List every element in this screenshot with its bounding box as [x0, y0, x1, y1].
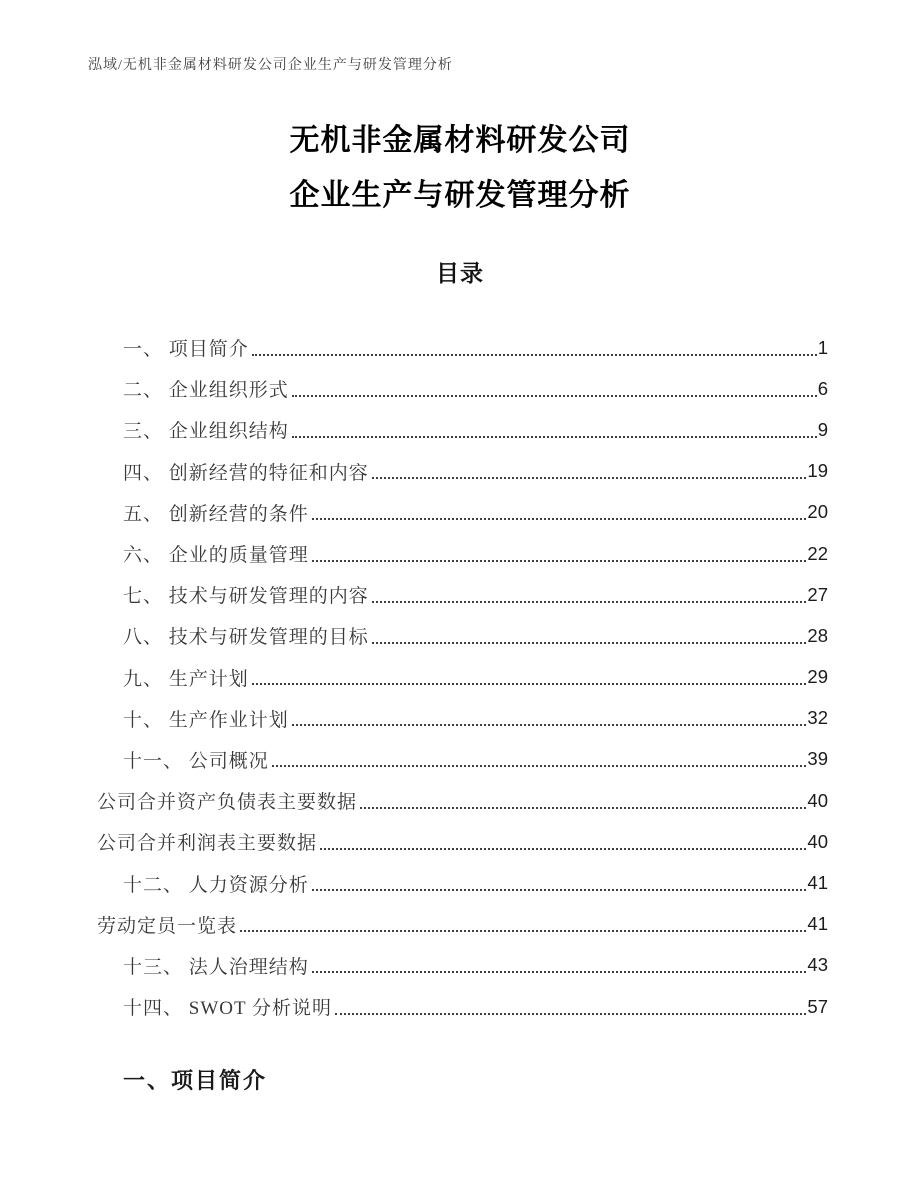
toc-entry[interactable]: [88, 327, 828, 368]
toc-leader-dots: [335, 999, 806, 1015]
table-of-contents: [88, 327, 828, 1027]
toc-entry[interactable]: [88, 451, 828, 492]
toc-entry-label: 七、 技术与研发管理的内容: [123, 586, 369, 608]
toc-entry[interactable]: [88, 739, 828, 780]
toc-entry-label: 十三、 法人治理结构: [123, 956, 309, 978]
toc-entry-label: 八、 技术与研发管理的目标: [123, 627, 369, 649]
toc-entry[interactable]: [88, 780, 828, 821]
toc-entry-page: 9: [817, 418, 828, 440]
toc-entry[interactable]: [88, 409, 828, 450]
toc-leader-dots: [360, 793, 806, 809]
toc-entry-label: 公司合并资产负债表主要数据: [97, 792, 358, 814]
toc-entry-page: 19: [807, 460, 828, 482]
toc-entry-page: 43: [807, 954, 828, 976]
toc-entry[interactable]: [88, 821, 828, 862]
toc-entry-label: 六、 企业的质量管理: [123, 545, 309, 567]
toc-entry-label: 十四、 SWOT 分析说明: [123, 998, 332, 1020]
toc-leader-dots: [312, 546, 807, 562]
toc-leader-dots: [312, 504, 807, 520]
toc-entry-page: 41: [807, 872, 828, 894]
toc-entry-page: 28: [807, 624, 828, 646]
toc-entry[interactable]: [88, 904, 828, 945]
toc-entry-label: 十一、 公司概况: [123, 750, 269, 772]
toc-entry-label: 二、 企业组织形式: [123, 380, 289, 402]
document-title-line1: 无机非金属材料研发公司: [289, 124, 631, 157]
toc-entry-label: 四、 创新经营的特征和内容: [123, 462, 369, 484]
document-title-line2: 企业生产与研发管理分析: [289, 179, 631, 212]
toc-leader-dots: [292, 710, 807, 726]
toc-entry[interactable]: [88, 574, 828, 615]
toc-leader-dots: [312, 875, 807, 891]
toc-entry-page: 40: [807, 789, 828, 811]
toc-entry-page: 57: [807, 995, 828, 1017]
toc-entry-label: 十、 生产作业计划: [123, 709, 289, 731]
toc-entry[interactable]: [88, 368, 828, 409]
toc-entry-page: 6: [817, 377, 828, 399]
toc-entry-page: 1: [817, 336, 828, 358]
toc-entry-label: 公司合并利润表主要数据: [97, 833, 318, 855]
toc-entry-page: 40: [807, 830, 828, 852]
toc-leader-dots: [292, 381, 817, 397]
toc-entry[interactable]: [88, 986, 828, 1027]
toc-heading: 目录: [436, 260, 484, 286]
toc-leader-dots: [372, 463, 807, 479]
toc-entry-page: 32: [807, 707, 828, 729]
toc-entry[interactable]: [88, 492, 828, 533]
toc-entry-page: 29: [807, 666, 828, 688]
toc-entry[interactable]: [88, 533, 828, 574]
toc-entry-page: 41: [807, 913, 828, 935]
toc-entry-label: 九、 生产计划: [123, 668, 249, 690]
toc-leader-dots: [272, 751, 807, 767]
section-heading: 一、项目简介: [123, 1068, 268, 1093]
toc-leader-dots: [240, 916, 806, 932]
document-header: 泓域/无机非金属材料研发公司企业生产与研发管理分析: [88, 58, 453, 73]
toc-leader-dots: [372, 628, 807, 644]
toc-entry-page: 20: [807, 501, 828, 523]
toc-entry-label: 三、 企业组织结构: [123, 421, 289, 443]
toc-entry-page: 22: [807, 542, 828, 564]
toc-entry[interactable]: [88, 945, 828, 986]
toc-entry[interactable]: [88, 698, 828, 739]
toc-entry-label: 一、 项目简介: [123, 339, 249, 361]
toc-leader-dots: [320, 834, 806, 850]
toc-entry-label: 劳动定员一览表: [97, 915, 238, 937]
toc-leader-dots: [252, 340, 817, 356]
toc-leader-dots: [292, 422, 817, 438]
toc-entry[interactable]: [88, 657, 828, 698]
toc-entry-label: 五、 创新经营的条件: [123, 503, 309, 525]
toc-leader-dots: [252, 669, 807, 685]
toc-entry[interactable]: [88, 615, 828, 656]
toc-leader-dots: [312, 957, 807, 973]
toc-entry-page: 27: [807, 583, 828, 605]
toc-entry-page: 39: [807, 748, 828, 770]
toc-entry[interactable]: [88, 862, 828, 903]
toc-entry-label: 十二、 人力资源分析: [123, 874, 309, 896]
toc-leader-dots: [372, 587, 807, 603]
